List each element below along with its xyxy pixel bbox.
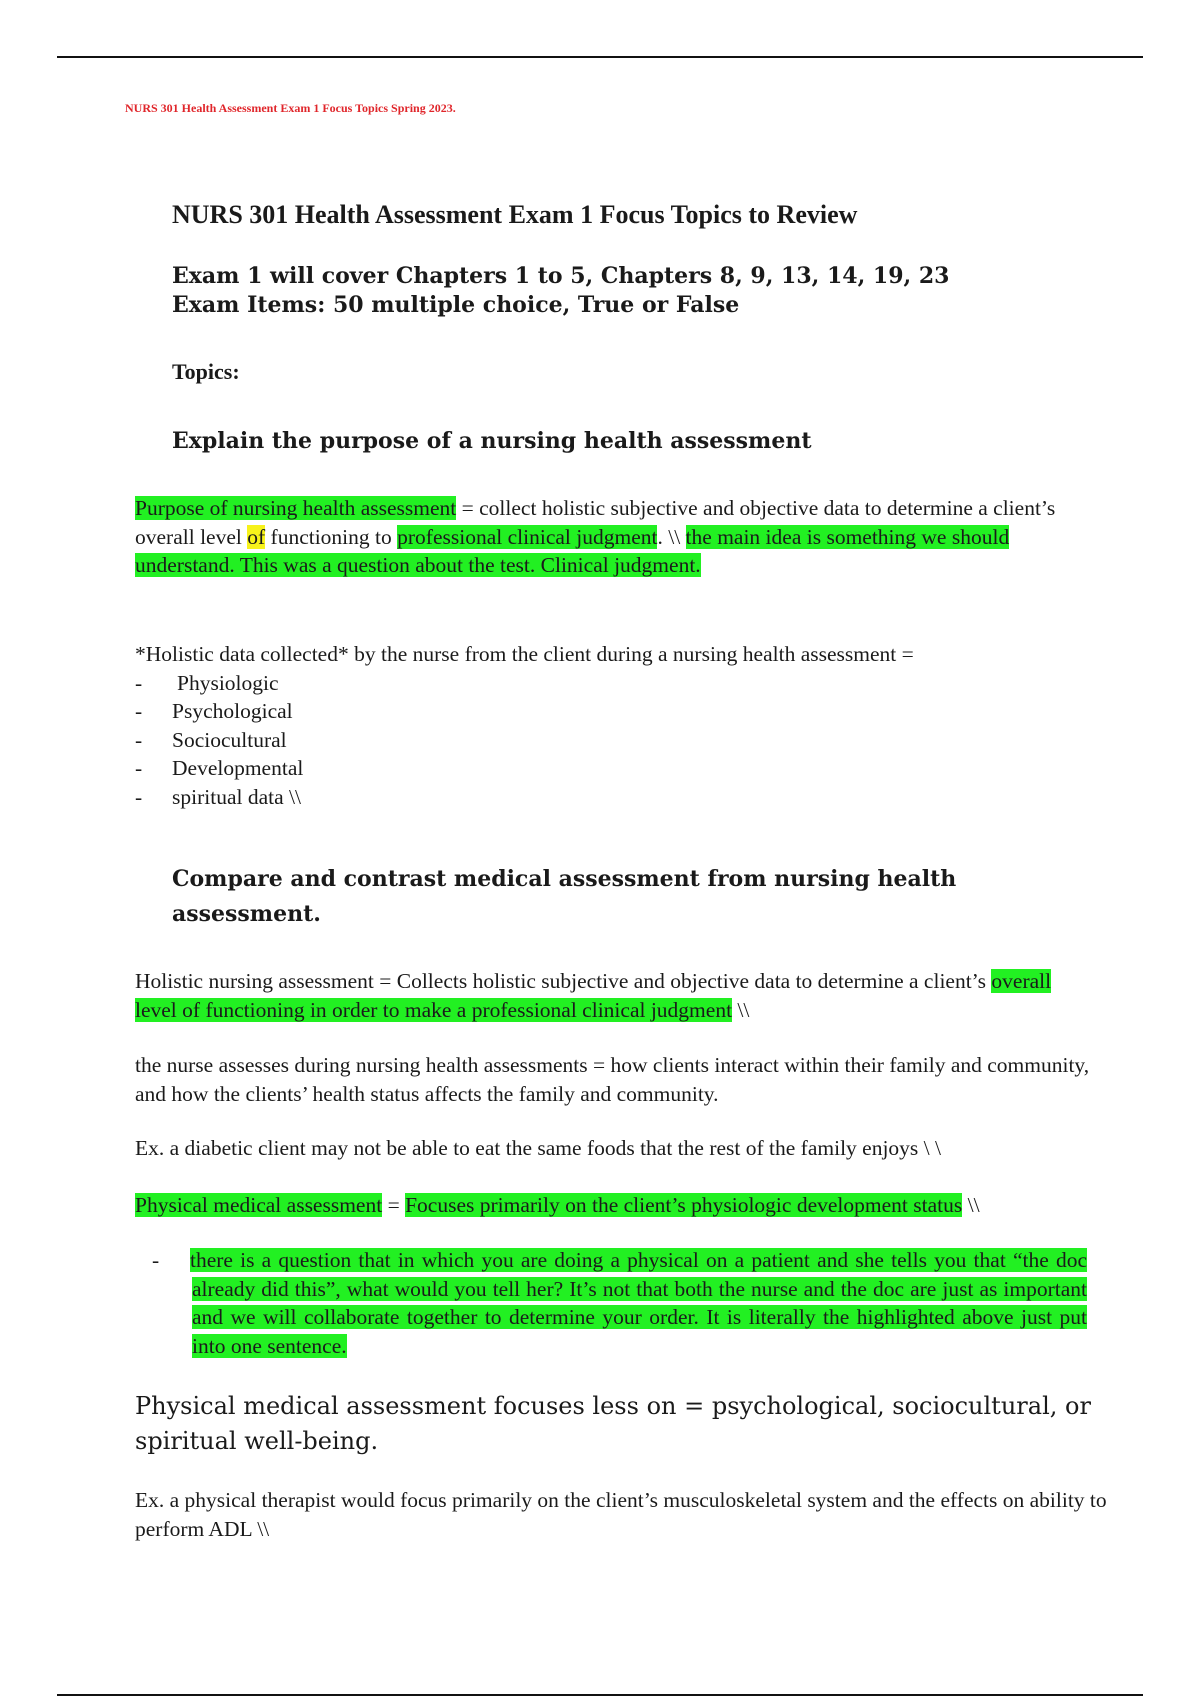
topics-label: Topics: xyxy=(172,359,240,384)
paragraph-physical-medical xyxy=(135,1191,1095,1220)
yellow-highlighted-text: of xyxy=(247,524,266,549)
exam-chapters-line: Exam 1 will cover Chapters 1 to 5, Chapters 8, 9, 13, 14, 19, 23 xyxy=(172,263,950,289)
top-rule xyxy=(57,56,1143,58)
plain-text: \\ xyxy=(962,1193,980,1217)
highlighted-text: there is a question that in which you are doing a physical on a patient and she tells you that “the doc already did this”, what would you tell her? It’s not that both the nurse and the doc are just as important and we will collaborate together to determine your order. It is literally the highlighted above just put into one sentence. xyxy=(190,1248,1087,1358)
plain-text: Holistic nursing assessment = Collects holistic subjective and objective data to determine a client’s xyxy=(135,969,992,993)
list-item: - Developmental xyxy=(135,754,1095,783)
highlighted-text: Physical medical assessment xyxy=(135,1193,383,1217)
bottom-rule xyxy=(57,1694,1143,1696)
plain-text: = xyxy=(382,1193,406,1217)
paragraph-purpose xyxy=(135,494,1095,580)
running-header: NURS 301 Health Assessment Exam 1 Focus Topics Spring 2023. xyxy=(125,101,456,115)
list-item: - Sociocultural xyxy=(135,726,1095,755)
holistic-data-block xyxy=(135,640,1095,811)
list-item: - spiritual data \\ xyxy=(135,783,1095,812)
highlighted-text: Purpose of nursing health assessment xyxy=(135,496,457,520)
paragraph-therapist-example: Ex. a physical therapist would focus primarily on the client’s musculoskeletal system and the effects on ability to perform ADL \\ xyxy=(135,1488,1107,1541)
paragraph-diabetic-example: Ex. a diabetic client may not be able to eat the same foods that the rest of the family enjoys \ \ xyxy=(135,1136,941,1160)
exam-info xyxy=(172,262,949,320)
paragraph-holistic-assessment xyxy=(135,967,1095,1024)
highlighted-text: professional clinical judgment xyxy=(397,524,658,549)
paragraph-family-community: the nurse assesses during nursing health assessments = how clients interact within their family and community, and how the clients’ health status affects the family and community. xyxy=(135,1053,1090,1106)
plain-text: \\ xyxy=(732,997,750,1022)
holistic-data-list xyxy=(135,669,1095,812)
list-item: - Physiologic xyxy=(135,669,1095,698)
exam-items-line: Exam Items: 50 multiple choice, True or False xyxy=(172,292,740,318)
highlighted-text: overall level of functioning in order to make a professional clinical judgment xyxy=(135,969,1052,1022)
plain-text: = collect holistic subjective and objective data to determine a client’s overall level xyxy=(135,496,1056,549)
section-heading-compare: Compare and contrast medical assessment from nursing health assessment. xyxy=(172,866,957,927)
plain-text: functioning to xyxy=(265,524,398,549)
document-title: NURS 301 Health Assessment Exam 1 Focus Topics to Review xyxy=(172,200,858,229)
dash-marker: - xyxy=(152,1248,160,1272)
holistic-data-intro: *Holistic data collected* by the nurse from the client during a nursing health assessment = xyxy=(135,642,914,666)
plain-text: . \\ xyxy=(657,524,686,549)
section-heading-purpose: Explain the purpose of a nursing health assessment xyxy=(172,428,812,454)
highlighted-text: the main idea is something we should understand. This was a question about the test. Clinical judgment. xyxy=(135,524,1010,577)
paragraph-focuses-less: Physical medical assessment focuses less on = psychological, sociocultural, or spiritual well-being. xyxy=(135,1392,1091,1455)
note-doc-question xyxy=(152,1246,1087,1360)
list-item: - Psychological xyxy=(135,697,1095,726)
note-body xyxy=(152,1246,1087,1360)
highlighted-text: Focuses primarily on the client’s physiologic development status xyxy=(405,1193,963,1217)
